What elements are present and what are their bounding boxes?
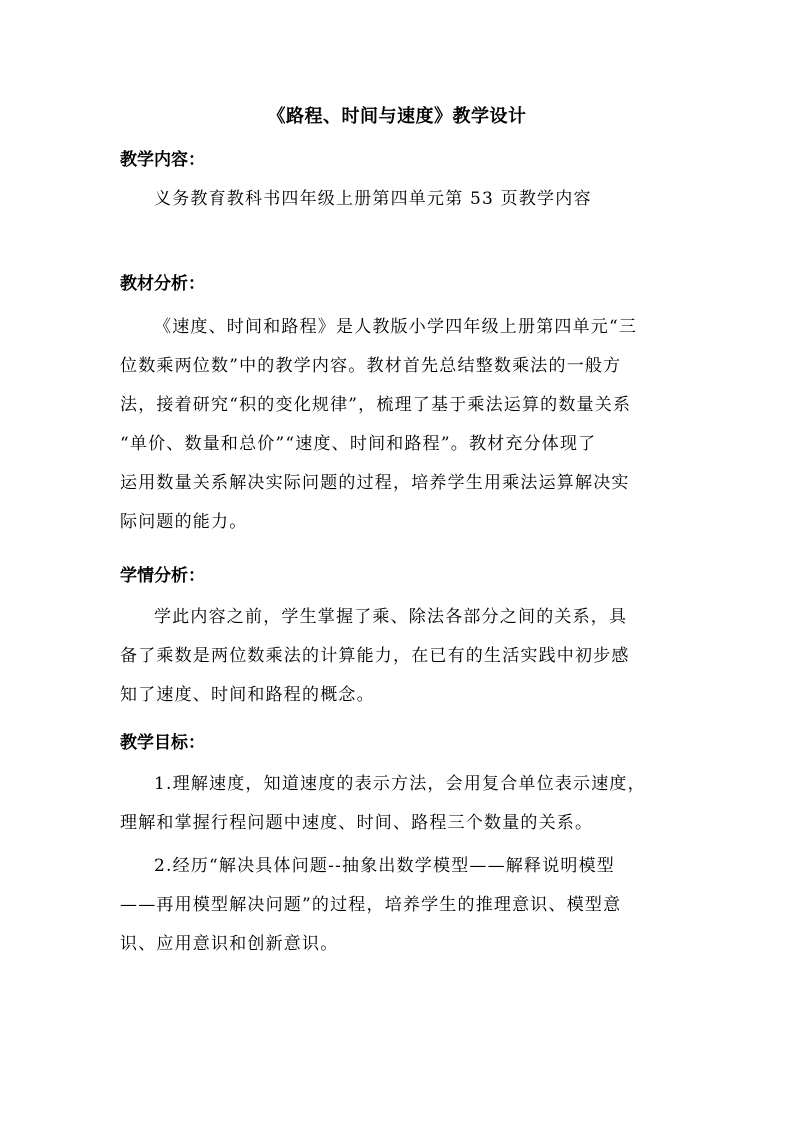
section-heading-material: 教材分析： xyxy=(120,274,205,294)
section-heading-goals: 教学目标： xyxy=(120,733,205,753)
paragraph-line: 备了乘数是两位数乘法的计算能力，在已有的生活实践中初步感 xyxy=(120,646,630,666)
section-body-content xyxy=(120,180,676,219)
paragraph-line: 义务教育教科书四年级上册第四单元第 53 页教学内容 xyxy=(154,189,592,209)
paragraph-line: 位数乘两位数”中的教学内容。教材首先总结整数乘法的一般方 xyxy=(120,356,622,376)
paragraph-line: 识、应用意识和创新意识。 xyxy=(120,934,339,954)
document-title: 《路程、时间与速度》教学设计 xyxy=(267,106,527,127)
paragraph-line: 学此内容之前，学生掌握了乘、除法各部分之间的关系，具 xyxy=(154,607,628,627)
goal-item-2 xyxy=(120,847,676,964)
paragraph-line: 知了速度、时间和路程的概念。 xyxy=(120,685,375,705)
section-body-material xyxy=(120,308,676,542)
paragraph-line: ——再用模型解决问题”的过程，培养学生的推理意识、模型意 xyxy=(120,895,622,915)
paragraph-line: 1.理解速度，知道速度的表示方法，会用复合单位表示速度， xyxy=(154,774,646,794)
goal-item-1 xyxy=(120,765,676,843)
paragraph-line: 《速度、时间和路程》是人教版小学四年级上册第四单元“三 xyxy=(154,317,638,337)
paragraph-line: 运用数量关系解决实际问题的过程，培养学生用乘法运算解决实 xyxy=(120,473,630,493)
paragraph-line: 理解和掌握行程问题中速度、时间、路程三个数量的关系。 xyxy=(120,813,594,833)
paragraph-line: 际问题的能力。 xyxy=(120,512,248,532)
section-body-learner xyxy=(120,598,676,715)
paragraph-line: 法，接着研究“积的变化规律”，梳理了基于乘法运算的数量关系 xyxy=(120,395,632,415)
section-heading-content: 教学内容： xyxy=(120,150,205,170)
paragraph-line: 2.经历“解决具体问题--抽象出数学模型——解释说明模型 xyxy=(154,856,615,876)
paragraph-line: “单价、数量和总价”“速度、时间和路程”。教材充分体现了 xyxy=(120,434,597,454)
section-heading-learner: 学情分析： xyxy=(120,566,205,586)
